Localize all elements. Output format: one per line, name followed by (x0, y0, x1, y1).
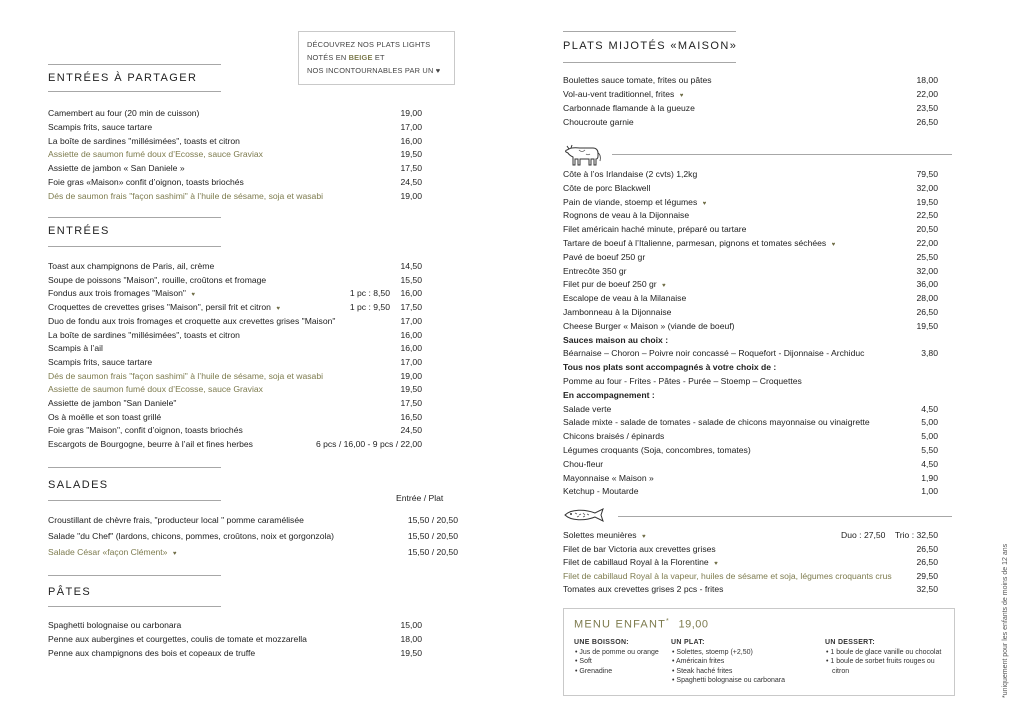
item-name: Scampis frits, sauce tartare (48, 356, 153, 367)
kids-menu-option: • Solettes, stoemp (+2,50) (672, 648, 753, 656)
menu-item (563, 583, 938, 595)
item-price: 17,50 (400, 163, 422, 174)
heart-icon: ♥ (714, 561, 718, 568)
divider (563, 31, 736, 32)
menu-item (48, 176, 422, 188)
heart-icon: ♥ (679, 92, 684, 99)
item-price: 15,50 / 20,50 (407, 531, 458, 541)
item-price: 16,00 (400, 135, 422, 146)
item-price: 1,90 (921, 472, 938, 483)
item-name: Croquettes de crevettes grises "Maison", persil frit et citron ♥ (48, 302, 280, 313)
item-name: Boulettes sauce tomate, frites ou pâtes (563, 75, 712, 85)
item-price: 15,50 / 20,50 (407, 547, 458, 557)
heart-icon: ♥ (276, 306, 280, 313)
divider (618, 516, 952, 517)
item-price: 29,50 (916, 570, 938, 581)
item-price: 18,00 (916, 75, 938, 85)
item-price: 16,00 (400, 329, 422, 340)
item-name: Pavé de boeuf 250 gr (563, 251, 646, 262)
item-name: Scampis frits, sauce tartare (48, 121, 153, 132)
item-name: Escalope de veau à la Milanaise (563, 293, 687, 304)
item-price: 15,50 / 20,50 (407, 515, 458, 525)
menu-item (563, 361, 938, 373)
item-name: Duo de fondu aux trois fromages et croquette aux crevettes grises "Maison" (48, 315, 336, 326)
menu-item (48, 315, 422, 327)
item-price: 5,50 (921, 445, 938, 455)
menu-item (48, 647, 422, 659)
menu-item (563, 320, 938, 332)
item-name: Salade "du Chef" (lardons, chicons, pommes, croûtons, noix et gorgonzola) (48, 531, 335, 541)
item-name: Dés de saumon frais "façon sashimi" à l’huile de sésame, soja et wasabi (48, 190, 324, 201)
item-name: Pain de viande, stoemp et légumes ♥ (563, 196, 707, 207)
menu-item (48, 397, 422, 409)
item-price: 17,00 (400, 315, 422, 326)
section-title-mijotes: PLATS MIJOTÉS «MAISON» (563, 40, 738, 52)
menu-item (48, 370, 422, 382)
item-price: 16,50 (400, 411, 422, 422)
item-price: 23,50 (916, 102, 938, 113)
item-name: Foie gras «Maison» confit d’oignon, toasts briochés (48, 177, 244, 187)
item-portion-price: 1 pc : 9,50 (349, 302, 390, 313)
item-name: Os à moëlle et son toast grillé (48, 411, 162, 422)
menu-item (563, 116, 938, 128)
item-price: 24,50 (400, 425, 422, 436)
item-price: 19,00 (400, 108, 422, 118)
item-price: 4,50 (921, 403, 938, 414)
item-name: Toast aux champignons de Paris, ail, crème (48, 261, 215, 271)
kids-menu-option: • Jus de pomme ou orange (575, 648, 659, 656)
menu-enfant-box (563, 608, 955, 696)
menu-item (563, 430, 938, 442)
menu-item (563, 389, 938, 401)
menu-item (48, 121, 422, 133)
menu-item (563, 556, 938, 568)
item-name: Chicons braisés / épinards (563, 431, 665, 442)
menu-item (563, 485, 938, 497)
salades-column-header: Entrée / Plat (396, 493, 444, 503)
menu-item (563, 223, 938, 235)
menu-item (563, 570, 938, 582)
item-name: Rognons de veau à la Dijonnaise (563, 210, 690, 221)
menu-enfant-dessert: UN DESSERT: • 1 boule de glace vanille ou chocolat • 1 boule de sorbet fruits rouges ou citron (825, 638, 953, 676)
divider (48, 64, 221, 65)
item-name: Vol-au-vent traditionnel, frites ♥ (563, 88, 684, 99)
item-name: Escargots de Bourgogne, beurre à l’ail et fines herbes (48, 439, 253, 450)
menu-item (48, 411, 422, 423)
divider (48, 467, 221, 468)
heart-icon: ♥ (662, 283, 666, 290)
item-price: 15,00 (400, 620, 422, 630)
section-title-pates: PÂTES (48, 586, 92, 598)
menu-item (48, 619, 422, 631)
kids-menu-option: • Soft (575, 658, 592, 666)
menu-enfant-boisson: UNE BOISSON: • Jus de pomme ou orange • Soft • Grenadine (574, 638, 662, 676)
divider (612, 154, 952, 155)
divider (563, 62, 736, 63)
item-name: Béarnaise – Choron – Poivre noir concassé – Roquefort - Dijonnaise - Archiduc (563, 348, 865, 359)
item-price: 26,50 (916, 307, 938, 317)
heart-icon: ♥ (172, 551, 177, 557)
item-name: Pomme au four - Frites - Pâtes - Purée – Stoemp – Croquettes (563, 376, 802, 386)
menu-item (563, 102, 938, 114)
item-name: Côte à l’os Irlandaise (2 cvts) 1,2kg (563, 169, 698, 179)
item-name: Choucroute garnie (563, 116, 634, 127)
menu-item (48, 546, 458, 558)
kids-menu-option: • 1 boule de sorbet fruits rouges ou citron (826, 658, 935, 675)
item-name: Camembert au four (20 min de cuisson) (48, 108, 200, 118)
heart-icon: ♥ (641, 534, 646, 540)
item-name: Carbonnade flamande à la gueuze (563, 102, 695, 113)
divider (48, 91, 221, 92)
kids-menu-option: • Américain frites (672, 658, 725, 666)
heart-icon: ♥ (702, 200, 707, 207)
item-name: Filet de cabillaud Royal à la vapeur, huiles de sésame et soja, légumes croquants crus (563, 570, 892, 581)
item-name: Filet pur de boeuf 250 gr ♥ (563, 279, 666, 290)
heart-icon: ♥ (831, 242, 836, 248)
menu-item (563, 74, 938, 86)
age-note-text: *uniquement pour les enfants de moins de 12 ans (1002, 543, 1009, 698)
item-name: Scampis à l’ail (48, 343, 103, 354)
menu-item (563, 472, 938, 484)
kids-menu-option: • 1 boule de glace vanille ou chocolat (826, 648, 942, 656)
item-price: 28,00 (916, 293, 938, 304)
item-name: Salade César «façon Clément» ♥ (48, 547, 177, 557)
item-price: 26,50 (916, 543, 938, 554)
item-price: 22,00 (916, 88, 938, 99)
item-price: 26,50 (916, 116, 938, 127)
item-price: 26,50 (916, 557, 938, 568)
heart-icon: ♥ (191, 292, 195, 299)
item-name: Mayonnaise « Maison » (563, 472, 654, 483)
item-name: Assiette de jambon "San Daniele" (48, 398, 177, 408)
callout-line-1: DÉCOUVREZ NOS PLATS LIGHTS (307, 40, 431, 49)
menu-item (563, 265, 938, 277)
menu-item (48, 162, 422, 174)
menu-item (48, 107, 422, 119)
menu-enfant-plat: UN PLAT: • Solettes, stoemp (+2,50) • Américain frites • Steak haché frites • Spaghetti bolognaise ou carbonara (671, 638, 821, 686)
menu-item (48, 287, 422, 299)
menu-item (563, 306, 938, 318)
item-price: 19,50 (400, 149, 422, 160)
item-price: 36,00 (916, 279, 938, 290)
menu-item (563, 444, 938, 456)
callout-line-2: NOTÉS EN BEIGE ET (307, 52, 385, 62)
item-price: 19,00 (400, 370, 422, 381)
item-name: Filet américain haché minute, préparé ou tartare (563, 224, 747, 235)
item-price: 14,50 (400, 261, 422, 271)
section-title-entrees: ENTRÉES (48, 225, 110, 237)
item-name: Salade mixte - salade de tomates - salade de chicons mayonnaise ou vinaigrette (563, 417, 870, 428)
menu-item (48, 438, 422, 450)
item-name: Solettes meunières ♥ (563, 530, 646, 540)
menu-item (563, 416, 938, 428)
age-note (1002, 508, 1012, 698)
menu-item (563, 88, 938, 100)
item-price: 19,50 (400, 648, 422, 658)
item-name: Cheese Burger « Maison » (viande de boeuf) (563, 320, 735, 331)
divider (48, 217, 221, 218)
item-name: Spaghetti bolognaise ou carbonara (48, 620, 182, 630)
menu-item (48, 329, 422, 341)
item-price: 5,00 (921, 431, 938, 442)
menu-item (563, 251, 938, 263)
menu-item (563, 458, 938, 470)
item-price: 17,50 (400, 398, 422, 408)
menu-item (48, 148, 422, 160)
item-name: Filet de cabillaud Royal à la Florentine ♥ (563, 557, 718, 568)
menu-item (563, 196, 938, 208)
menu-item (48, 530, 458, 542)
item-name: Croustillant de chèvre frais, "producteur local " pomme caramélisée (48, 515, 304, 525)
kids-menu-option: • Steak haché frites (672, 667, 733, 675)
section-title-salades: SALADES (48, 479, 109, 491)
item-price: 17,00 (400, 356, 422, 367)
menu-item (48, 424, 422, 436)
menu-item (563, 168, 938, 180)
item-price: 24,50 (400, 177, 422, 187)
item-name: Sauces maison au choix : (563, 334, 669, 345)
divider (48, 606, 221, 607)
item-price: 5,00 (921, 417, 938, 428)
item-name: Assiette de saumon fumé doux d’Ecosse, sauce Graviax (48, 384, 263, 395)
menu-item (48, 356, 422, 368)
menu-item (563, 182, 938, 194)
menu-item (48, 383, 422, 395)
item-name: Foie gras "Maison", confit d’oignon, toasts briochés (48, 425, 243, 436)
menu-item (48, 260, 422, 272)
item-price: 16,00 (400, 343, 422, 354)
item-name: Légumes croquants (Soja, concombres, tomates) (563, 445, 751, 455)
item-price: 25,50 (916, 251, 938, 262)
item-price: 19,50 (400, 384, 422, 395)
item-price: 19,50 (916, 320, 938, 331)
menu-item (563, 237, 938, 249)
item-price: 18,00 (400, 634, 422, 644)
menu-item (48, 135, 422, 147)
menu-item (563, 278, 938, 290)
menu-item (563, 529, 938, 541)
menu-item (563, 403, 938, 415)
item-portion-price: Duo : 27,50 Trio : 32,50 (841, 530, 938, 540)
fish-icon (563, 507, 611, 523)
menu-item (563, 209, 938, 221)
section-title-entrees-partager: ENTRÉES À PARTAGER (48, 72, 198, 84)
item-name: Soupe de poissons "Maison", rouille, croûtons et fromage (48, 274, 267, 285)
menu-item (563, 375, 938, 387)
item-price: 79,50 (916, 169, 938, 179)
item-name: Assiette de jambon « San Daniele » (48, 163, 185, 174)
item-price: 32,50 (916, 584, 938, 595)
item-price: 3,80 (921, 348, 938, 359)
divider (48, 246, 221, 247)
item-price: 4,50 (921, 458, 938, 469)
menu-item (563, 347, 938, 359)
item-name: En accompagnement : (563, 389, 655, 400)
item-price: 22,50 (916, 210, 938, 221)
item-name: Fondus aux trois fromages "Maison" ♥ (48, 288, 195, 299)
menu-item (48, 190, 422, 202)
item-name: Penne aux aubergines et courgettes, coulis de tomate et mozzarella (48, 634, 307, 644)
item-name: La boîte de sardines "millésimées", toasts et citron (48, 135, 240, 146)
kids-menu-option: • Grenadine (575, 667, 613, 675)
item-portion-price: 6 pcs / 16,00 - 9 pcs / 22,00 (315, 439, 422, 450)
item-name: Tous nos plats sont accompagnés à votre choix de : (563, 362, 777, 373)
menu-item (563, 543, 938, 555)
item-price: 16,00 (400, 288, 422, 299)
item-price: 20,50 (916, 224, 938, 235)
kids-menu-option: • Spaghetti bolognaise ou carbonara (672, 677, 785, 685)
menu-item (48, 514, 458, 526)
item-name: Tomates aux crevettes grises 2 pcs - frites (563, 584, 724, 595)
item-portion-price: 1 pc : 8,50 (349, 288, 390, 299)
menu-item (48, 342, 422, 354)
menu-item (563, 292, 938, 304)
item-name: Ketchup - Moutarde (563, 486, 639, 497)
menu-item (48, 301, 422, 313)
item-name: Entrecôte 350 gr (563, 265, 627, 276)
callout-line-3: NOS INCONTOURNABLES PAR UN ♥ (307, 65, 441, 75)
item-name: Côte de porc Blackwell (563, 182, 651, 193)
item-name: Jambonneau à la Dijonnaise (563, 307, 672, 317)
item-price: 32,00 (916, 182, 938, 193)
item-name: Dés de saumon frais "façon sashimi" à l’huile de sésame, soja et wasabi (48, 370, 324, 381)
item-price: 19,00 (400, 190, 422, 201)
item-name: Chou-fleur (563, 458, 604, 469)
item-name: Tartare de boeuf à l’Italienne, parmesan, pignons et tomates séchées ♥ (563, 238, 836, 248)
item-price: 1,00 (921, 486, 938, 497)
item-price: 19,50 (916, 196, 938, 207)
item-name: Filet de bar Victoria aux crevettes grises (563, 543, 716, 554)
menu-enfant-title: MENU ENFANT* 19,00 (574, 618, 709, 631)
item-name: Assiette de saumon fumé doux d’Ecosse, sauce Graviax (48, 149, 263, 160)
item-name: La boîte de sardines "millésimées", toasts et citron (48, 329, 240, 340)
item-name: Penne aux champignons des bois et copeaux de truffe (48, 648, 256, 658)
item-price: 22,00 (916, 238, 938, 248)
item-name: Salade verte (563, 403, 612, 414)
divider (48, 575, 221, 576)
item-price: 32,00 (916, 265, 938, 276)
item-price: 17,50 (400, 302, 422, 313)
menu-item (563, 334, 938, 346)
lights-callout (298, 31, 455, 85)
cow-icon (563, 140, 603, 168)
divider (48, 500, 221, 501)
menu-item (48, 633, 422, 645)
item-price: 17,00 (400, 121, 422, 132)
item-price: 15,50 (400, 274, 422, 285)
menu-item (48, 274, 422, 286)
